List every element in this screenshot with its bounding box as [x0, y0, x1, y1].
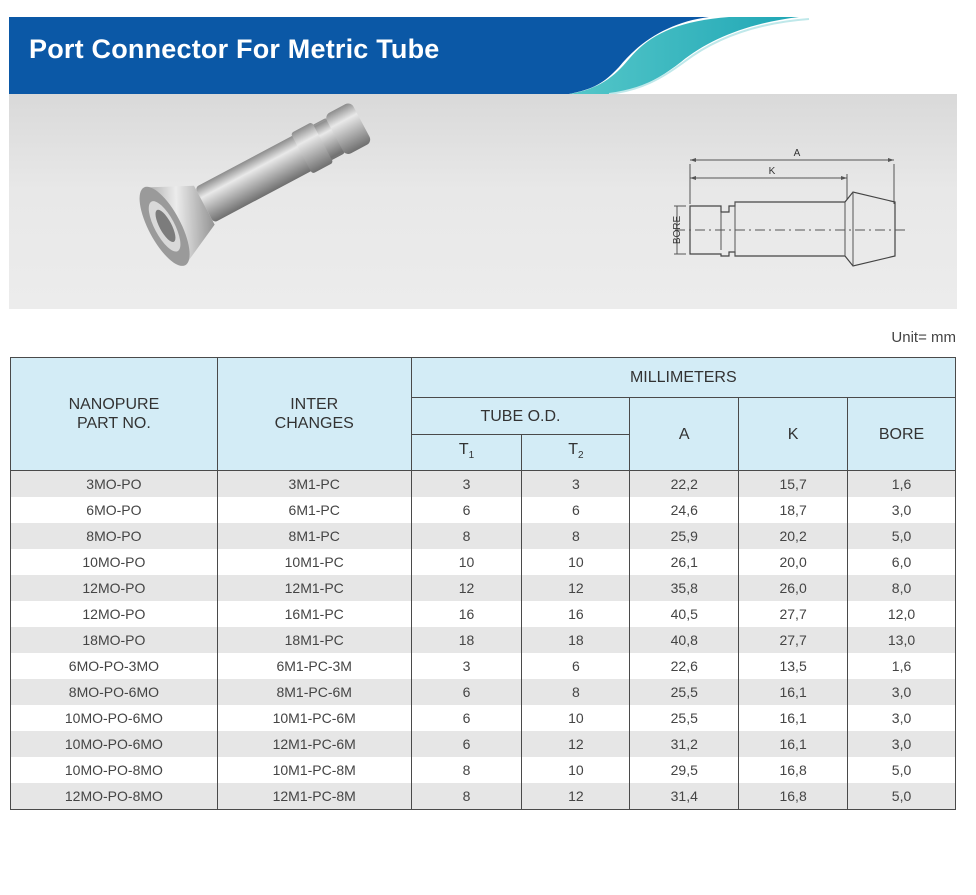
- cell-k: 16,8: [739, 783, 848, 810]
- cell-a: 25,9: [630, 523, 739, 549]
- cell-inter: 6M1-PC-3M: [217, 653, 411, 679]
- header-part-no: NANOPURE PART NO.: [11, 358, 218, 471]
- cell-bore: 5,0: [848, 783, 956, 810]
- table-row: [11, 549, 956, 575]
- cell-k: 16,1: [739, 731, 848, 757]
- table-row: [11, 783, 956, 810]
- dimension-k-label: K: [768, 166, 776, 177]
- cell-part: 6MO-PO-3MO: [11, 653, 218, 679]
- cell-bore: 3,0: [848, 705, 956, 731]
- cell-inter: 16M1-PC: [217, 601, 411, 627]
- unit-label: Unit= mm: [891, 329, 956, 346]
- cell-t1: 6: [411, 497, 522, 523]
- table-row: [11, 653, 956, 679]
- cell-k: 20,2: [739, 523, 848, 549]
- page-title: Port Connector For Metric Tube: [29, 34, 440, 64]
- cell-inter: 3M1-PC: [217, 471, 411, 498]
- cell-a: 29,5: [630, 757, 739, 783]
- cell-inter: 6M1-PC: [217, 497, 411, 523]
- header-t1: $T_1$: [411, 435, 522, 471]
- dimension-bore-label: BORE: [672, 215, 683, 245]
- cell-bore: 3,0: [848, 679, 956, 705]
- cell-bore: 1,6: [848, 471, 956, 498]
- cell-t2: 8: [522, 679, 630, 705]
- cell-t1: 3: [411, 471, 522, 498]
- cell-t1: 8: [411, 757, 522, 783]
- cell-a: 24,6: [630, 497, 739, 523]
- cell-t2: 12: [522, 575, 630, 601]
- cell-k: 18,7: [739, 497, 848, 523]
- cell-part: 12MO-PO-8MO: [11, 783, 218, 810]
- cell-a: 40,8: [630, 627, 739, 653]
- cell-t1: 6: [411, 731, 522, 757]
- cell-t2: 16: [522, 601, 630, 627]
- header-bore: BORE: [848, 398, 956, 471]
- cell-t1: 8: [411, 523, 522, 549]
- table-row: [11, 523, 956, 549]
- cell-t1: 8: [411, 783, 522, 810]
- header-k: K: [739, 398, 848, 471]
- cell-inter: 10M1-PC: [217, 549, 411, 575]
- cell-bore: 13,0: [848, 627, 956, 653]
- table-row: [11, 757, 956, 783]
- cell-a: 25,5: [630, 679, 739, 705]
- header-tube-od: TUBE O.D.: [411, 398, 630, 435]
- dimension-a-label: A: [793, 148, 801, 159]
- table-row: [11, 497, 956, 523]
- cell-bore: 3,0: [848, 497, 956, 523]
- cell-part: 6MO-PO: [11, 497, 218, 523]
- cell-inter: 10M1-PC-6M: [217, 705, 411, 731]
- cell-inter: 12M1-PC: [217, 575, 411, 601]
- cell-a: 40,5: [630, 601, 739, 627]
- cell-part: 10MO-PO-8MO: [11, 757, 218, 783]
- cell-a: 22,6: [630, 653, 739, 679]
- cell-inter: 12M1-PC-8M: [217, 783, 411, 810]
- cell-inter: 18M1-PC: [217, 627, 411, 653]
- cell-t2: 10: [522, 757, 630, 783]
- cell-t1: 12: [411, 575, 522, 601]
- cell-k: 16,1: [739, 705, 848, 731]
- cell-a: 31,4: [630, 783, 739, 810]
- cell-part: 10MO-PO-6MO: [11, 731, 218, 757]
- table-row: [11, 471, 956, 498]
- cell-t2: 10: [522, 705, 630, 731]
- cell-inter: 8M1-PC-6M: [217, 679, 411, 705]
- header-t2: $T_2$: [522, 435, 630, 471]
- cell-part: 8MO-PO-6MO: [11, 679, 218, 705]
- cell-inter: 12M1-PC-6M: [217, 731, 411, 757]
- cell-bore: 12,0: [848, 601, 956, 627]
- header-millimeters: MILLIMETERS: [411, 358, 955, 398]
- title-banner: [9, 17, 957, 94]
- cell-t1: 16: [411, 601, 522, 627]
- cell-part: 10MO-PO-6MO: [11, 705, 218, 731]
- cell-part: 3MO-PO: [11, 471, 218, 498]
- table-row: [11, 601, 956, 627]
- cell-part: 12MO-PO: [11, 575, 218, 601]
- table-row: [11, 627, 956, 653]
- cell-a: 31,2: [630, 731, 739, 757]
- header-a: A: [630, 398, 739, 471]
- cell-t1: 6: [411, 679, 522, 705]
- cell-t2: 10: [522, 549, 630, 575]
- cell-inter: 10M1-PC-8M: [217, 757, 411, 783]
- table-row: [11, 679, 956, 705]
- cell-k: 15,7: [739, 471, 848, 498]
- cell-bore: 5,0: [848, 757, 956, 783]
- cell-k: 16,1: [739, 679, 848, 705]
- dimension-diagram: [657, 144, 917, 274]
- cell-inter: 8M1-PC: [217, 523, 411, 549]
- cell-part: 12MO-PO: [11, 601, 218, 627]
- header-interchanges: INTER CHANGES: [217, 358, 411, 471]
- cell-a: 22,2: [630, 471, 739, 498]
- cell-t1: 6: [411, 705, 522, 731]
- cell-t2: 18: [522, 627, 630, 653]
- cell-k: 13,5: [739, 653, 848, 679]
- cell-t2: 8: [522, 523, 630, 549]
- cell-k: 27,7: [739, 627, 848, 653]
- table-row: [11, 705, 956, 731]
- cell-part: 18MO-PO: [11, 627, 218, 653]
- table-row: [11, 575, 956, 601]
- cell-k: 16,8: [739, 757, 848, 783]
- spec-table: [10, 357, 956, 810]
- cell-bore: 3,0: [848, 731, 956, 757]
- cell-t2: 3: [522, 471, 630, 498]
- cell-t2: 12: [522, 783, 630, 810]
- cell-t1: 10: [411, 549, 522, 575]
- cell-k: 20,0: [739, 549, 848, 575]
- cell-t2: 12: [522, 731, 630, 757]
- cell-part: 8MO-PO: [11, 523, 218, 549]
- cell-a: 25,5: [630, 705, 739, 731]
- cell-part: 10MO-PO: [11, 549, 218, 575]
- cell-t2: 6: [522, 653, 630, 679]
- cell-bore: 5,0: [848, 523, 956, 549]
- cell-a: 35,8: [630, 575, 739, 601]
- cell-t1: 3: [411, 653, 522, 679]
- cell-t1: 18: [411, 627, 522, 653]
- spec-table-body: [11, 471, 956, 810]
- table-row: [11, 731, 956, 757]
- product-illustration-area: [9, 94, 957, 309]
- cell-a: 26,1: [630, 549, 739, 575]
- cell-t2: 6: [522, 497, 630, 523]
- cell-bore: 8,0: [848, 575, 956, 601]
- cell-k: 26,0: [739, 575, 848, 601]
- cell-bore: 1,6: [848, 653, 956, 679]
- cell-k: 27,7: [739, 601, 848, 627]
- cell-bore: 6,0: [848, 549, 956, 575]
